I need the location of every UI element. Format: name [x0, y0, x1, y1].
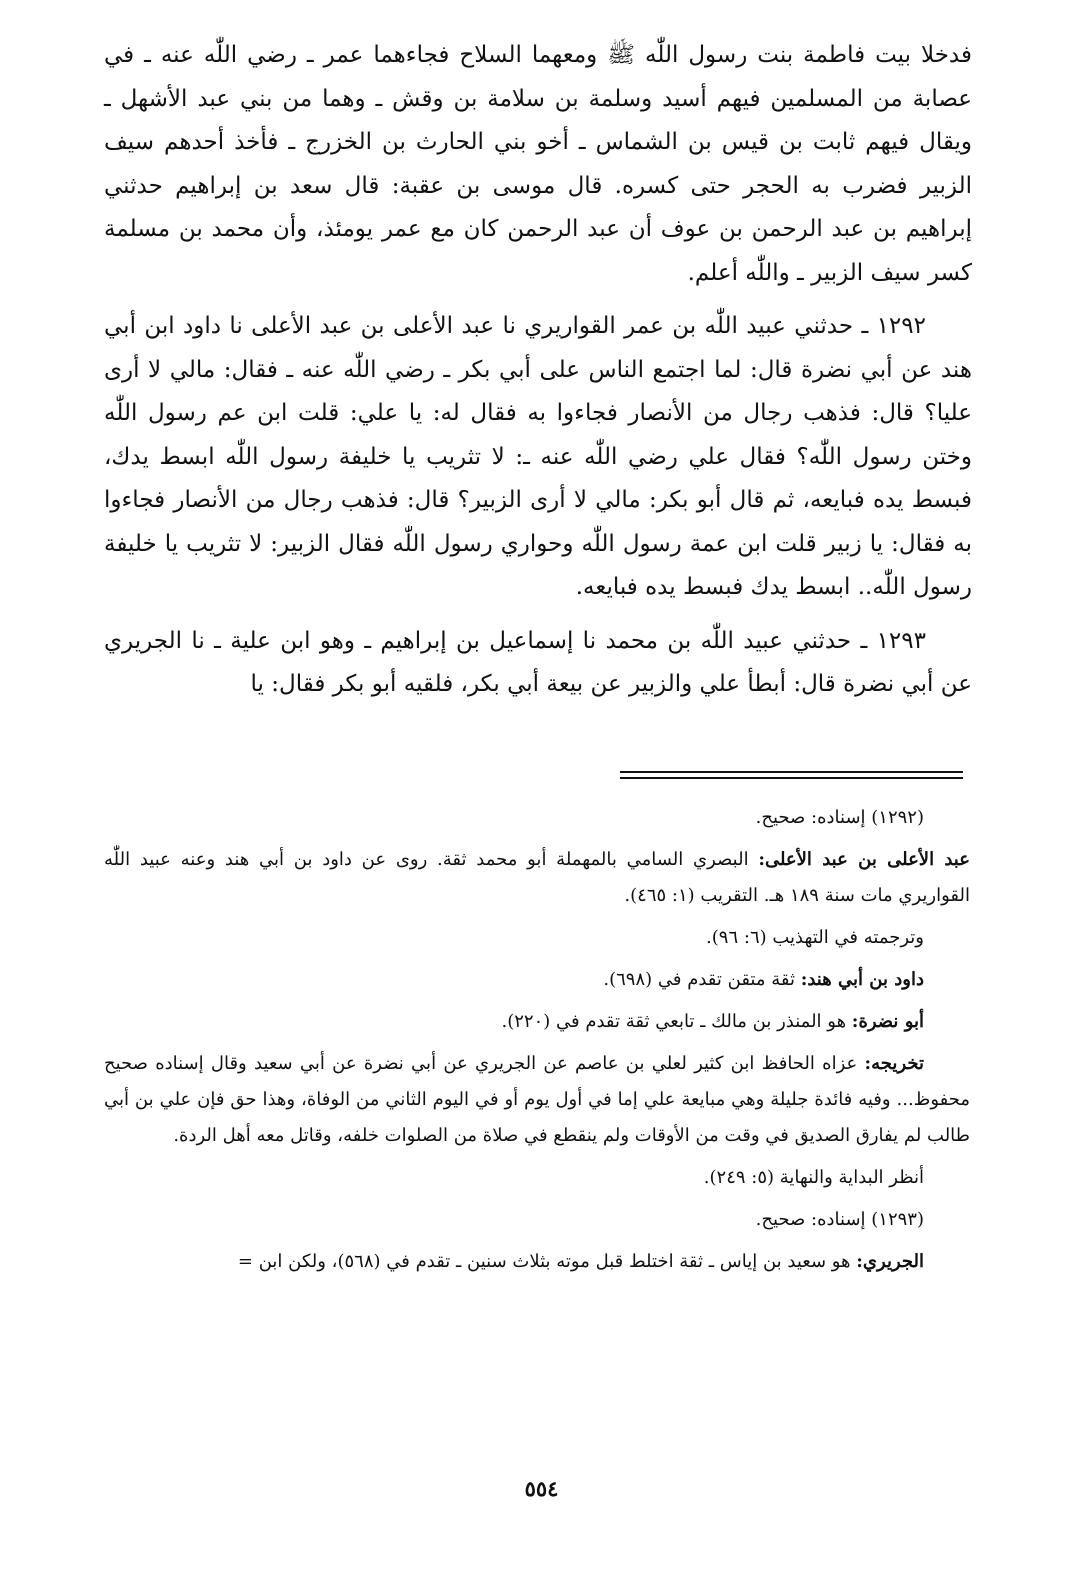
footnotes [104, 800, 970, 1286]
narrator-name: عبد الأعلى بن عبد الأعلى: [758, 849, 970, 870]
hadith-1293: ١٢٩٣ ـ حدثني عبيد اللّٰه بن محمد نا إسماعيل بن إبراهيم ـ وهو ابن علية ـ نا الجريري عن أبي نضرة قال: أبطأ علي والزبير عن بيعة أبي بكر، فلقيه أبو بكر فقال: يا [104, 627, 972, 697]
footnote-1292-grading: (١٢٩٢) إسناده: صحيح. [755, 807, 924, 828]
footnote-bidaya-ref: أنظر البداية والنهاية (٥: ٢٤٩). [703, 1167, 924, 1188]
narrator-note: هو سعيد بن إياس ـ ثقة اختلط قبل موته بثلاث سنين ـ تقدم في (٥٦٨)، ولكن ابن = [237, 1251, 857, 1272]
footnote-narrator-abu-nadra [104, 1004, 970, 1040]
paragraph-continuation: فدخلا بيت فاطمة بنت رسول اللّٰه ﷺ ومعهما السلاح فجاءهما عمر ـ رضي اللّٰه عنه ـ في عصابة من المسلمين فيهم أسيد وسلمة بن سلامة بن وقش ـ وهما من بني عبد الأشهل ـ ويقال فيهم ثابت بن قيس بن الشماس ـ أخو بني الحارث بن الخزرج ـ فأخذ أحدهم سيف الزبير فضرب به الحجر حتى كسره. قال موسى بن عقبة: قال سعد بن إبراهيم حدثني إبراهيم بن عبد الرحمن بن عوف أن عبد الرحمن كان مع عمر يومئذ، وأن محمد بن مسلمة كسر سيف الزبير ـ واللّٰه أعلم. [104, 42, 972, 286]
takhrij-text: عزاه الحافظ ابن كثير لعلي بن عاصم عن الجريري عن أبي نضرة عن أبي سعيد وقال إسناده صحيح محفوظ... وفيه فائدة جليلة وهي مبايعة علي إما في أول يوم أو في اليوم الثاني من الوفاة، وهذا حق فإن علي بن أبي طالب لم يفارق الصديق في وقت من الأوقات ولم ينقطع في صلاة من الصلوات خلفه، وقاتل معه أهل الردة. [104, 1053, 970, 1146]
page-number: ٥٥٤ [524, 1476, 559, 1501]
narrator-name: أبو نضرة: [851, 1011, 924, 1032]
footnote-narrator-abd-al-ala [104, 842, 970, 914]
footnote-narrator-jurayri [104, 1244, 970, 1280]
footnote-1293-grading: (١٢٩٣) إسناده: صحيح. [755, 1209, 924, 1230]
main-text [104, 34, 972, 717]
takhrij-label: تخريجه: [864, 1053, 924, 1074]
narrator-name: الجريري: [856, 1251, 924, 1272]
narrator-note: ثقة متقن تقدم في (٦٩٨). [603, 969, 801, 990]
narrator-note: هو المنذر بن مالك ـ تابعي ثقة تقدم في (٢٢٠). [501, 1011, 852, 1032]
footnote-takhrij [104, 1046, 970, 1154]
narrator-name: داود بن أبي هند: [800, 969, 924, 990]
footnote-divider [620, 771, 963, 780]
hadith-1292: ١٢٩٢ ـ حدثني عبيد اللّٰه بن عمر القواريري نا عبد الأعلى بن عبد الأعلى نا داود ابن أبي هند عن أبي نضرة قال: لما اجتمع الناس على أبي بكر ـ رضي اللّٰه عنه ـ فقال: مالي لا أرى عليا؟ قال: فذهب رجال من الأنصار فجاءوا به فقال له: يا علي: قلت ابن عم رسول اللّٰه وختن رسول اللّٰه؟ فقال علي رضي اللّٰه عنه ـ: لا تثريب يا خليفة رسول اللّٰه ابسط يدك، فبسط يده فبايعه، ثم قال أبو بكر: مالي لا أرى الزبير؟ قال: فذهب رجال من الأنصار فجاءوا به فقال: يا زبير قلت ابن عمة رسول اللّٰه وحواري رسول اللّٰه فقال الزبير: لا تثريب يا خليفة رسول اللّٰه.. ابسط يدك فبسط يده فبايعه. [104, 313, 972, 600]
footnote-narrator-dawud [104, 962, 970, 998]
narrator-note: البصري السامي بالمهملة أبو محمد ثقة. روى عن داود بن أبي هند وعنه عبيد اللّٰه القواريري مات سنة ١٨٩ هـ. التقريب (١: ٤٦٥). [104, 849, 970, 906]
footnote-tahdhib-ref: وترجمته في التهذيب (٦: ٩٦). [706, 927, 924, 948]
